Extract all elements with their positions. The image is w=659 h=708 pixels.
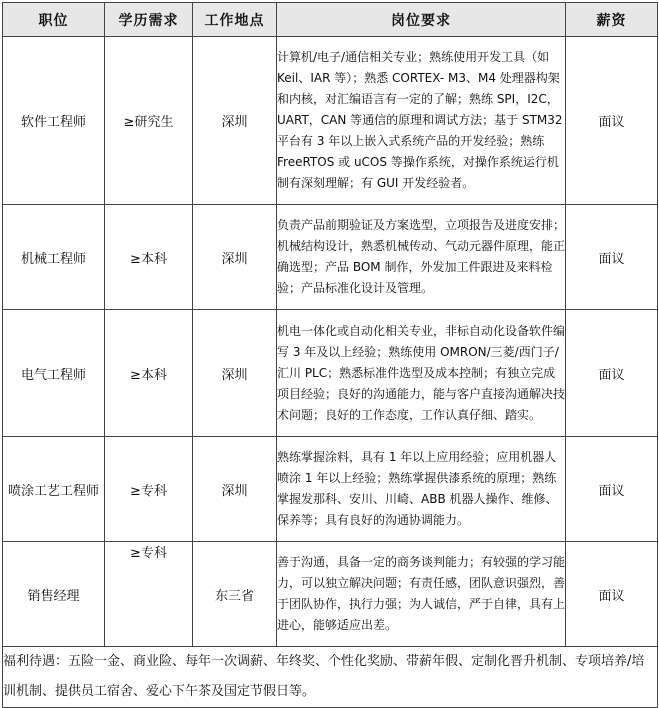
table-row bbox=[3, 37, 658, 205]
table-row bbox=[3, 205, 658, 310]
table-row bbox=[3, 542, 658, 647]
table-row bbox=[3, 310, 658, 437]
education-cell: ≥研究生 bbox=[105, 37, 193, 205]
salary-cell: 面议 bbox=[566, 437, 658, 542]
education-cell: ≥专科 bbox=[105, 542, 193, 647]
table-row bbox=[3, 437, 658, 542]
education-cell: ≥本科 bbox=[105, 310, 193, 437]
salary-cell: 面议 bbox=[566, 310, 658, 437]
position-cell: 软件工程师 bbox=[3, 37, 105, 205]
table-header-row bbox=[3, 3, 658, 37]
requirements-cell: 负责产品前期验证及方案选型，立项报告及进度安排；机械结构设计，熟悉机械传动、气动元器件原理，能正确选型；产品 BOM 制作，外发加工件跟进及来料检验；产品标准化设计及管理。 bbox=[277, 205, 566, 310]
education-cell: ≥本科 bbox=[105, 205, 193, 310]
job-table bbox=[2, 2, 658, 708]
location-cell: 深圳 bbox=[193, 310, 277, 437]
location-cell: 深圳 bbox=[193, 205, 277, 310]
salary-cell: 面议 bbox=[566, 205, 658, 310]
header-position: 职位 bbox=[3, 3, 105, 37]
position-cell: 销售经理 bbox=[3, 542, 105, 647]
benefits-text: 福利待遇：五险一金、商业险、每年一次调薪、年终奖、个性化奖励、带薪年假、定制化晋升机制、专项培养/培训机制、提供员工宿舍、爱心下午茶及国定节假日等。 bbox=[3, 647, 658, 708]
position-cell: 喷涂工艺工程师 bbox=[3, 437, 105, 542]
salary-cell: 面议 bbox=[566, 542, 658, 647]
salary-cell: 面议 bbox=[566, 37, 658, 205]
header-location: 工作地点 bbox=[193, 3, 277, 37]
benefits-row bbox=[3, 647, 658, 708]
header-salary: 薪资 bbox=[566, 3, 658, 37]
position-cell: 机械工程师 bbox=[3, 205, 105, 310]
position-cell: 电气工程师 bbox=[3, 310, 105, 437]
location-cell: 深圳 bbox=[193, 437, 277, 542]
header-requirements: 岗位要求 bbox=[277, 3, 566, 37]
requirements-cell: 熟练掌握涂料，具有 1 年以上应用经验；应用机器人喷涂 1 年以上经验；熟练掌握供漆系统的原理；熟练掌握发那科、安川、川崎、ABB 机器人操作、维修、保养等；具有良好的沟通协调能力。 bbox=[277, 437, 566, 542]
requirements-cell: 善于沟通，具备一定的商务谈判能力；有较强的学习能力，可以独立解决问题；有责任感，团队意识强烈，善于团队协作，执行力强；为人诚信，严于自律，具有上进心，能够适应出差。 bbox=[277, 542, 566, 647]
education-cell: ≥专科 bbox=[105, 437, 193, 542]
requirements-cell: 机电一体化或自动化相关专业，非标自动化设备软件编写 3 年及以上经验；熟练使用 OMRON/三菱/西门子/汇川 PLC；熟悉标准件选型及成本控制；有独立完成项目经验；良好的沟通能力，能与客户直接沟通解决技术问题；良好的工作态度，工作认真仔细、踏实。 bbox=[277, 310, 566, 437]
location-cell: 东三省 bbox=[193, 542, 277, 647]
requirements-cell: 计算机/电子/通信相关专业；熟练使用开发工具（如 Keil、IAR 等）；熟悉 CORTEX- M3、M4 处理器构架和内核，对汇编语言有一定的了解；熟练 SPI，I2C，UART，CAN 等通信的原理和调试方法；基于 STM32 平台有 3 年以上嵌入式系统产品的开发经验；熟练 FreeRTOS 或 uCOS 等操作系统，对操作系统运行机制有深刻理解；有 GUI 开发经验者。 bbox=[277, 37, 566, 205]
header-education: 学历需求 bbox=[105, 3, 193, 37]
location-cell: 深圳 bbox=[193, 37, 277, 205]
